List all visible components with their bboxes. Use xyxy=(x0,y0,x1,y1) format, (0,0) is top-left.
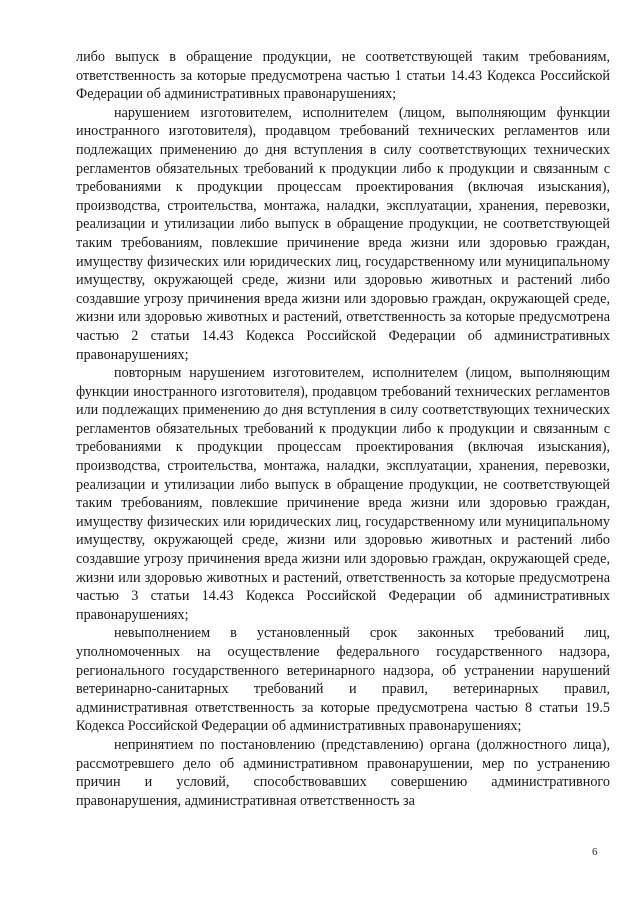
paragraph-failure-to-act: непринятием по постановлению (представлению) органа (должностного лица), рассмотревшего дело об административном правонарушении, мер по устранению причин и условий, способствовавших совершению административного правонарушения, административная ответственность за xyxy=(76,736,610,809)
page-number: 6 xyxy=(592,846,598,858)
paragraph-continuation: либо выпуск в обращение продукции, не соответствующей таким требованиям, ответственность за которые предусмотрена частью 1 статьи 14.43 Кодекса Российской Федерации об административных правонарушениях; xyxy=(76,49,610,103)
document-body xyxy=(76,48,610,810)
paragraph-non-compliance: невыполнением в установленный срок законных требований лиц, уполномоченных на осуществление федерального государственного надзора, регионального государственного ветеринарного надзора, об устранении нарушений ветеринарно-санитарных требований и правил, ветеринарных правил, административная ответственность за которые предусмотрена частью 8 статьи 19.5 Кодекса Российской Федерации об административных правонарушениях; xyxy=(76,625,610,735)
paragraph-repeated-violation: повторным нарушением изготовителем, исполнителем (лицом, выполняющим функции иностранного изготовителя), продавцом требований технических регламентов или подлежащих применению до дня вступления в силу соответствующих технических регламентов обязательных требований к продукции либо к продукции и связанным с требованиями к продукции процессам проектирования (включая изыскания), производства, строительства, монтажа, наладки, эксплуатации, хранения, перевозки, реализации и утилизации либо выпуск в обращение продукции, не соответствующей таким требованиям, повлекшие причинение вреда жизни или здоровью граждан, имуществу физических или юридических лиц, государственному или муниципальному имуществу, окружающей среде, жизни или здоровью животных и растений либо создавшие угрозу причинения вреда жизни или здоровью граждан, окружающей среде, жизни или здоровью животных и растений, ответственность за которые предусмотрена частью 3 статьи 14.43 Кодекса Российской Федерации об административных правонарушениях; xyxy=(76,365,610,623)
paragraph-violation: нарушением изготовителем, исполнителем (лицом, выполняющим функции иностранного изготовителя), продавцом требований технических регламентов или подлежащих применению до дня вступления в силу соответствующих технических регламентов обязательных требований к продукции либо к продукции и связанным с требованиями к продукции процессам проектирования (включая изыскания), производства, строительства, монтажа, наладки, эксплуатации, хранения, перевозки, реализации и утилизации либо выпуск в обращение продукции, не соответствующей таким требованиям, повлекшие причинение вреда жизни или здоровью граждан, имуществу физических или юридических лиц, государственному или муниципальному имуществу, окружающей среде, жизни или здоровью животных и растений либо создавшие угрозу причинения вреда жизни или здоровью граждан, окружающей среде, жизни или здоровью животных и растений, ответственность за которые предусмотрена частью 2 статьи 14.43 Кодекса Российской Федерации об административных правонарушениях; xyxy=(76,104,610,363)
